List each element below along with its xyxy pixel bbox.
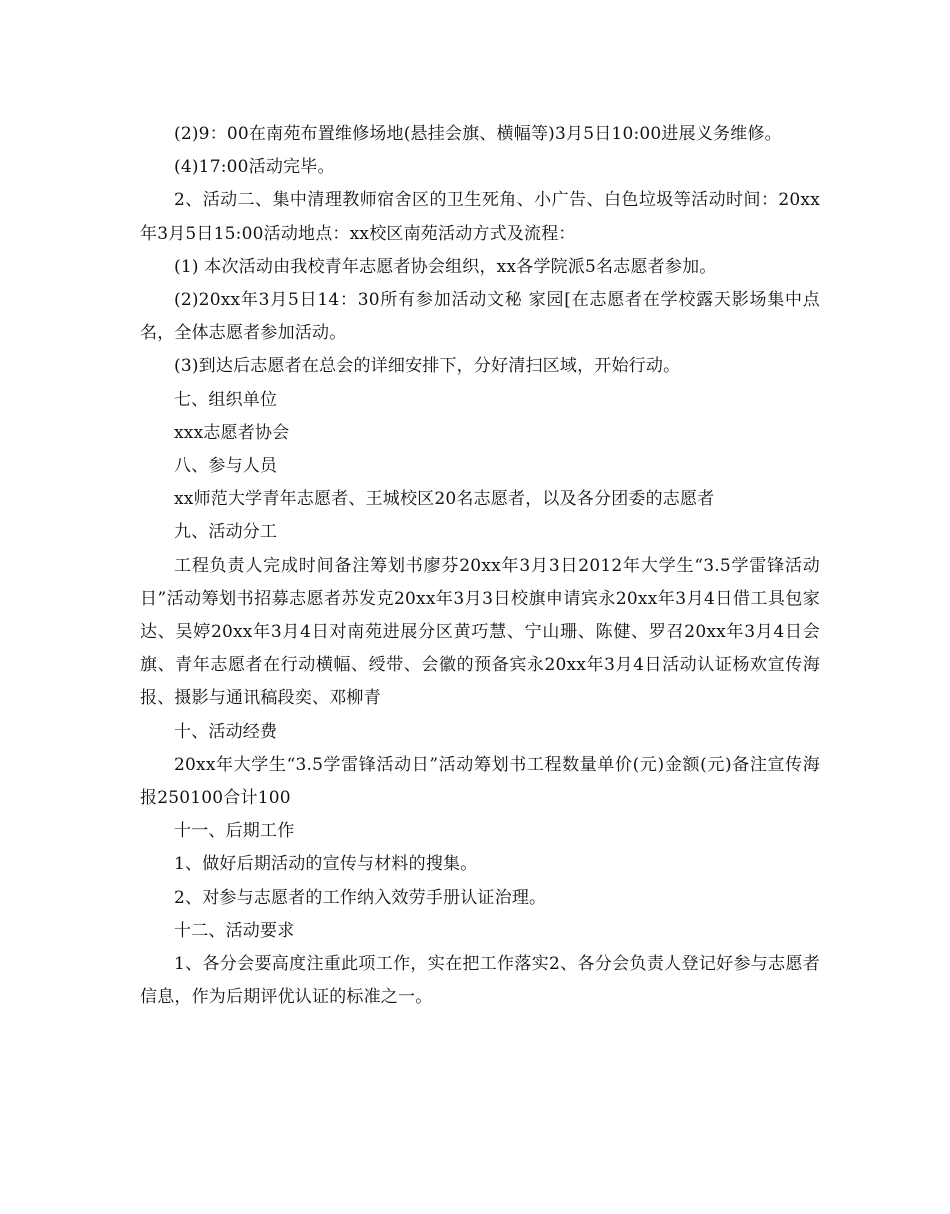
heading-organizing-unit: 七、组织单位 <box>174 389 278 410</box>
paragraph-activity-two: 2、活动二、集中清理教师宿舍区的卫生死角、小广告、白色垃圾等活动时间：20xx年3月5日15:00活动地点：xx校区南苑活动方式及流程： <box>140 190 820 244</box>
paragraph-requirements: 1、各分会要高度注重此项工作，实在把工作落实2、各分会负责人登记好参与志愿者信息，作为后期评优认证的标准之一。 <box>140 954 820 1008</box>
paragraph-budget: 20xx年大学生“3.5学雷锋活动日”活动筹划书工程数量单价(元)金额(元)备注宣传海报250100合计100 <box>140 754 820 809</box>
paragraph-activity-end: (4)17:00活动完毕。 <box>174 157 335 178</box>
paragraph-organizer: (1) 本次活动由我校青年志愿者协会组织，xx各学院派5名志愿者参加。 <box>174 256 717 277</box>
heading-follow-up: 十一、后期工作 <box>174 821 295 842</box>
paragraph-participants: xx师范大学青年志愿者、王城校区20名志愿者，以及各分团委的志愿者 <box>174 489 715 510</box>
paragraph-gathering: (2)20xx年3月5日14：30所有参加活动文秘 家园[在志愿者在学校露天影场集中点名，全体志愿者参加活动。 <box>140 290 820 344</box>
document-body <box>140 118 820 1014</box>
paragraph-follow-up-1: 1、做好后期活动的宣传与材料的搜集。 <box>174 854 478 875</box>
heading-budget: 十、活动经费 <box>174 721 278 742</box>
paragraph-division-of-work: 工程负责人完成时间备注筹划书廖芬20xx年3月3日2012年大学生“3.5学雷锋活动日”活动筹划书招募志愿者苏发克20xx年3月3日校旗申请宾永20xx年3月4日借工具包家达、吴婷20xx年3月4日对南苑进展分区黄巧慧、宁山珊、陈健、罗召20xx年3月4日会旗、青年志愿者在行动横幅、绶带、会徽的预备宾永20xx年3月4日活动认证杨欢宣传海报、摄影与通讯稿段奕、邓柳青 <box>140 555 820 709</box>
heading-requirements: 十二、活动要求 <box>174 920 295 941</box>
heading-division-of-work: 九、活动分工 <box>174 522 278 543</box>
paragraph-cleaning: (3)到达后志愿者在总会的详细安排下，分好清扫区域，开始行动。 <box>174 356 681 377</box>
paragraph-follow-up-2: 2、对参与志愿者的工作纳入效劳手册认证治理。 <box>174 887 547 908</box>
paragraph-organizing-unit: xxx志愿者协会 <box>174 422 290 443</box>
paragraph-repair-schedule: (2)9：00在南苑布置维修场地(悬挂会旗、横幅等)3月5日10:00进展义务维修。 <box>174 124 782 144</box>
heading-participants: 八、参与人员 <box>174 456 278 477</box>
